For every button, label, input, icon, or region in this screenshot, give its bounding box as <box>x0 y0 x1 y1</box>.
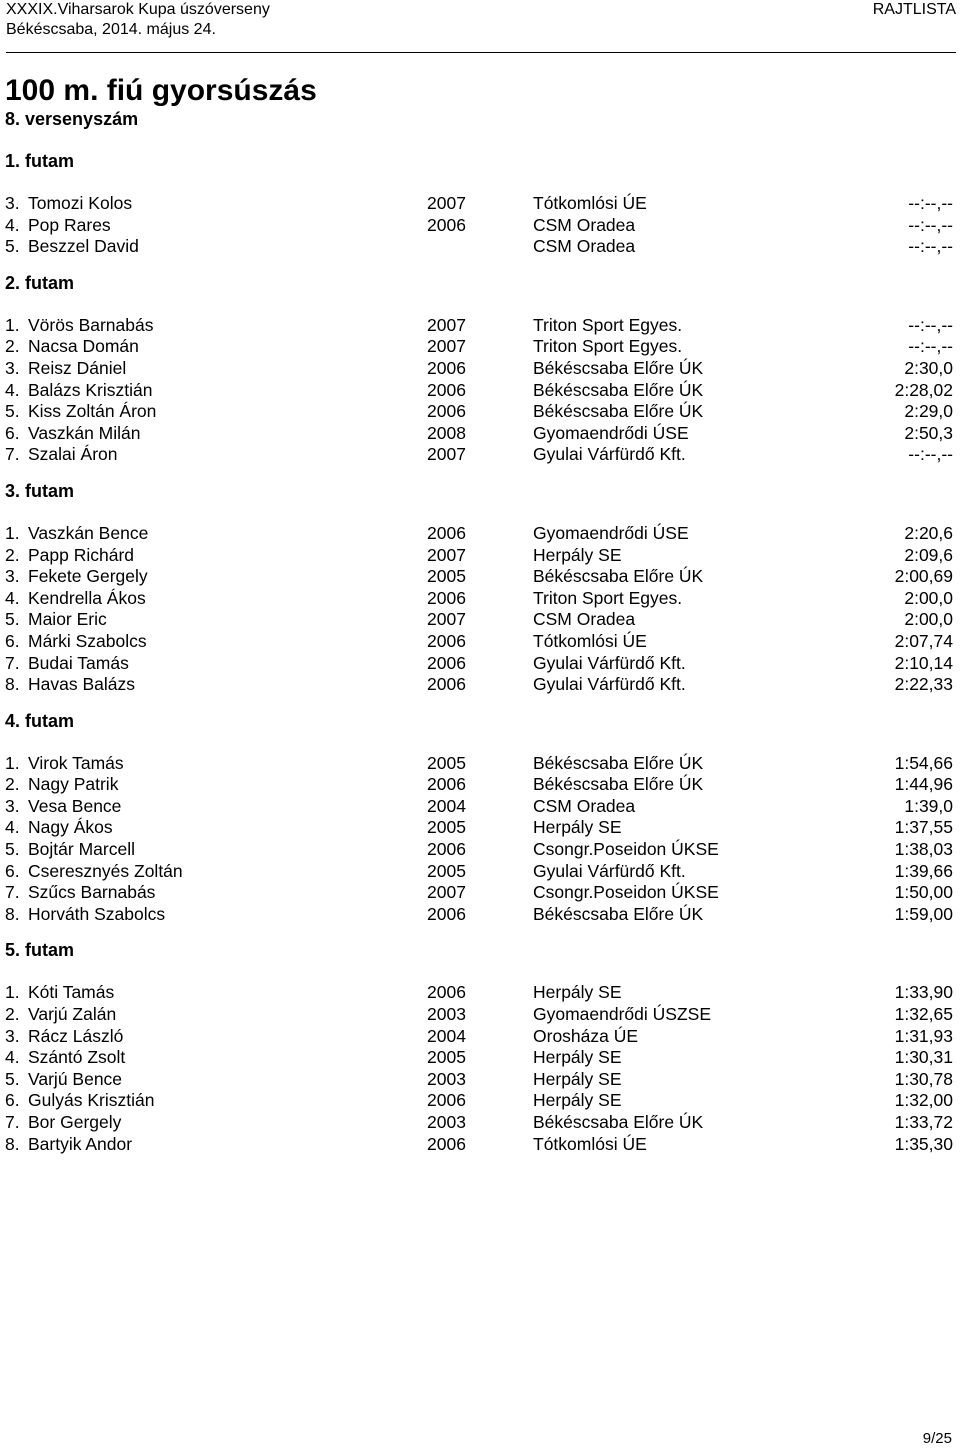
entry-time: 1:32,65 <box>894 1004 953 1025</box>
entry-year: 2006 <box>427 839 466 860</box>
competition-name: XXXIX.Viharsarok Kupa úszóverseny <box>6 1 270 18</box>
entry-row <box>5 236 955 258</box>
entry-club: Gyulai Várfürdő Kft. <box>533 652 686 673</box>
entry-rank: 4. <box>5 817 20 838</box>
entry-rank: 5. <box>5 401 20 422</box>
entry-rank: 3. <box>5 566 20 587</box>
entry-rank: 3. <box>5 1025 20 1046</box>
entry-year: 2006 <box>427 652 466 673</box>
heat-section <box>5 710 955 926</box>
entry-year: 2007 <box>427 609 466 630</box>
entry-time: 1:37,55 <box>894 817 953 838</box>
entry-rank: 8. <box>5 903 20 924</box>
entry-row <box>5 315 955 337</box>
entry-rank: 6. <box>5 860 20 881</box>
entry-club: Herpály SE <box>533 817 622 838</box>
heat-title: 4. futam <box>5 710 75 731</box>
entry-time: 2:20,6 <box>904 522 953 543</box>
entry-club: Gyomaendrődi ÚSE <box>533 422 689 443</box>
entry-time: 2:00,69 <box>894 566 953 587</box>
entry-name: Beszzel David <box>28 236 139 257</box>
heat-section <box>5 939 955 1155</box>
entry-club: Herpály SE <box>533 1090 622 1111</box>
entry-time: 1:39,0 <box>904 795 953 816</box>
entry-name: Kendrella Ákos <box>28 587 146 608</box>
entry-rank: 3. <box>5 193 20 213</box>
entry-rank: 6. <box>5 1090 20 1111</box>
entry-rank: 7. <box>5 652 20 673</box>
entry-row <box>5 401 955 423</box>
entry-row <box>5 193 955 215</box>
entry-row <box>5 1026 955 1048</box>
entry-rank: 4. <box>5 379 20 400</box>
heat-title: 3. futam <box>5 480 75 501</box>
entry-club: Gyomaendrődi ÚSZSE <box>533 1004 711 1025</box>
entry-rank: 2. <box>5 336 20 357</box>
entry-name: Virok Tamás <box>28 752 124 773</box>
entry-rank: 8. <box>5 674 20 695</box>
entry-row <box>5 444 955 466</box>
entry-club: Triton Sport Egyes. <box>533 336 683 357</box>
entry-row <box>5 588 955 610</box>
entry-name: Gulyás Krisztián <box>28 1090 155 1111</box>
entry-club: Békéscsaba Előre ÚK <box>533 357 704 378</box>
entry-year: 2005 <box>427 566 466 587</box>
entry-year: 2006 <box>427 903 466 924</box>
entry-club: Békéscsaba Előre ÚK <box>533 903 704 924</box>
entry-time: 2:30,0 <box>904 357 953 378</box>
entry-rank: 6. <box>5 630 20 651</box>
entry-rank: 5. <box>5 609 20 630</box>
entry-club: Gyulai Várfürdő Kft. <box>533 674 686 695</box>
entry-club: Tótkomlósi ÚE <box>533 1133 647 1154</box>
entry-row <box>5 1090 955 1112</box>
entry-year: 2005 <box>427 860 466 881</box>
entry-rank: 6. <box>5 422 20 443</box>
entry-row <box>5 861 955 883</box>
entry-club: Csongr.Poseidon ÚKSE <box>533 839 719 860</box>
entry-row <box>5 631 955 653</box>
entry-name: Rácz László <box>28 1025 124 1046</box>
entry-year: 2006 <box>427 674 466 695</box>
entry-club: Triton Sport Egyes. <box>533 314 683 335</box>
entry-row <box>5 753 955 775</box>
entry-rank: 8. <box>5 1133 20 1154</box>
entry-time: 2:00,0 <box>904 587 953 608</box>
entry-time: 1:33,90 <box>894 982 953 1003</box>
entry-row <box>5 523 955 545</box>
entry-time: 2:00,0 <box>904 609 953 630</box>
entry-club: Békéscsaba Előre ÚK <box>533 752 704 773</box>
entry-time: 1:50,00 <box>894 882 953 903</box>
entry-year: 2003 <box>427 1004 466 1025</box>
entry-club: Békéscsaba Előre ÚK <box>533 774 704 795</box>
entry-year: 2007 <box>427 882 466 903</box>
entry-name: Szalai Áron <box>28 444 118 465</box>
entry-club: Herpály SE <box>533 982 622 1003</box>
entry-rank: 4. <box>5 587 20 608</box>
entry-year: 2007 <box>427 444 466 465</box>
entry-rank: 5. <box>5 1068 20 1089</box>
entry-name: Bor Gergely <box>28 1112 122 1132</box>
entry-rank: 2. <box>5 1004 20 1025</box>
entry-name: Nagy Patrik <box>28 774 119 795</box>
entry-club: Békéscsaba Előre ÚK <box>533 1112 704 1132</box>
entry-time: 1:38,03 <box>894 839 953 860</box>
document-type: RAJTLISTA <box>872 1 956 18</box>
entry-name: Tomozi Kolos <box>28 193 133 213</box>
entry-rank: 7. <box>5 1112 20 1132</box>
entry-row <box>5 653 955 675</box>
entry-club: Békéscsaba Előre ÚK <box>533 379 704 400</box>
entry-year: 2006 <box>427 587 466 608</box>
entry-row <box>5 1112 955 1134</box>
entry-year: 2006 <box>427 774 466 795</box>
entry-club: Tótkomlósi ÚE <box>533 193 647 213</box>
entry-year: 2006 <box>427 522 466 543</box>
entry-name: Szántó Zsolt <box>28 1047 126 1068</box>
entry-time: --:--,-- <box>908 214 953 235</box>
entry-row <box>5 423 955 445</box>
entry-time: 2:10,14 <box>894 652 953 673</box>
entry-year: 2003 <box>427 1112 466 1132</box>
entry-club: CSM Oradea <box>533 609 636 630</box>
entry-time: 2:09,6 <box>904 544 953 565</box>
entry-club: Herpály SE <box>533 544 622 565</box>
entry-row <box>5 336 955 358</box>
entry-name: Cseresznyés Zoltán <box>28 860 183 881</box>
entry-name: Reisz Dániel <box>28 357 127 378</box>
entry-year: 2004 <box>427 1025 466 1046</box>
entry-name: Papp Richárd <box>28 544 135 565</box>
entry-year: 2007 <box>427 193 466 213</box>
entry-club: Triton Sport Egyes. <box>533 587 683 608</box>
entry-rank: 1. <box>5 522 20 543</box>
entry-row <box>5 609 955 631</box>
entry-row <box>5 1004 955 1026</box>
entry-rank: 7. <box>5 882 20 903</box>
entry-club: Békéscsaba Előre ÚK <box>533 401 704 422</box>
entry-club: Herpály SE <box>533 1047 622 1068</box>
entry-name: Kiss Zoltán Áron <box>28 401 157 422</box>
entry-year: 2006 <box>427 1133 466 1154</box>
entry-rank: 2. <box>5 774 20 795</box>
entry-name: Varjú Zalán <box>28 1004 117 1025</box>
entry-row <box>5 380 955 402</box>
entry-name: Pop Rares <box>28 214 111 235</box>
entry-club: Békéscsaba Előre ÚK <box>533 566 704 587</box>
entry-club: CSM Oradea <box>533 236 636 257</box>
entry-time: 2:29,0 <box>904 401 953 422</box>
entry-time: 1:31,93 <box>894 1025 953 1046</box>
entry-time: --:--,-- <box>908 193 953 213</box>
entry-row <box>5 1047 955 1069</box>
entry-year: 2006 <box>427 379 466 400</box>
entry-year: 2006 <box>427 982 466 1003</box>
entry-rank: 7. <box>5 444 20 465</box>
heat-section <box>5 480 955 696</box>
page-header <box>6 0 956 53</box>
entry-rank: 4. <box>5 214 20 235</box>
entry-name: Márki Szabolcs <box>28 630 147 651</box>
entry-time: 1:33,72 <box>894 1112 953 1132</box>
entry-time: 1:44,96 <box>894 774 953 795</box>
entry-time: 2:28,02 <box>894 379 953 400</box>
entry-name: Varjú Bence <box>28 1068 123 1089</box>
entry-name: Nacsa Domán <box>28 336 139 357</box>
entry-year: 2006 <box>427 1090 466 1111</box>
entry-year: 2005 <box>427 1047 466 1068</box>
entry-time: 2:50,3 <box>904 422 953 443</box>
entry-rank: 1. <box>5 982 20 1003</box>
entry-name: Maior Eric <box>28 609 107 630</box>
entry-club: Gyulai Várfürdő Kft. <box>533 444 686 465</box>
entry-rank: 3. <box>5 357 20 378</box>
entry-year: 2007 <box>427 314 466 335</box>
entry-row <box>5 566 955 588</box>
entry-name: Vesa Bence <box>28 795 122 816</box>
entry-name: Fekete Gergely <box>28 566 148 587</box>
entry-club: Csongr.Poseidon ÚKSE <box>533 882 719 903</box>
entry-club: Gyomaendrődi ÚSE <box>533 522 689 543</box>
entry-name: Vaszkán Milán <box>28 422 141 443</box>
entry-name: Nagy Ákos <box>28 817 113 838</box>
entry-name: Balázs Krisztián <box>28 379 153 400</box>
heat-title: 1. futam <box>5 151 75 171</box>
entry-row <box>5 882 955 904</box>
heats-list <box>5 150 955 1169</box>
header-left <box>6 0 270 40</box>
heat-title: 5. futam <box>5 940 75 961</box>
entry-name: Horváth Szabolcs <box>28 903 166 924</box>
entry-row <box>5 358 955 380</box>
entry-time: 1:32,00 <box>894 1090 953 1111</box>
entry-time: 1:39,66 <box>894 860 953 881</box>
page-number: 9/25 <box>922 1430 952 1447</box>
entry-time: --:--,-- <box>908 444 953 465</box>
entry-year: 2006 <box>427 630 466 651</box>
entry-name: Vörös Barnabás <box>28 314 154 335</box>
entry-year: 2007 <box>427 336 466 357</box>
entry-rank: 1. <box>5 314 20 335</box>
entry-year: 2006 <box>427 401 466 422</box>
entry-rank: 4. <box>5 1047 20 1068</box>
entry-year: 2005 <box>427 817 466 838</box>
entry-row <box>5 796 955 818</box>
entry-club: CSM Oradea <box>533 795 636 816</box>
entry-rank: 1. <box>5 752 20 773</box>
entry-row <box>5 839 955 861</box>
entry-club: Orosháza ÚE <box>533 1025 639 1046</box>
entry-row <box>5 1069 955 1091</box>
entry-year: 2005 <box>427 752 466 773</box>
entry-time: 1:30,31 <box>894 1047 953 1068</box>
entry-club: Gyulai Várfürdő Kft. <box>533 860 686 881</box>
event-title: 100 m. fiú gyorsúszás <box>5 74 317 107</box>
entry-rank: 3. <box>5 795 20 816</box>
entry-club: CSM Oradea <box>533 214 636 235</box>
entry-time: --:--,-- <box>908 336 953 357</box>
entry-row <box>5 1134 955 1156</box>
entry-name: Budai Tamás <box>28 652 129 673</box>
entry-row <box>5 215 955 237</box>
entry-time: 1:59,00 <box>894 903 953 924</box>
entry-year: 2003 <box>427 1068 466 1089</box>
entry-row <box>5 674 955 696</box>
entry-time: 1:35,30 <box>894 1133 953 1154</box>
event-number: 8. versenyszám <box>5 109 139 129</box>
entry-club: Herpály SE <box>533 1068 622 1089</box>
entry-name: Szűcs Barnabás <box>28 882 156 903</box>
entry-row <box>5 774 955 796</box>
entry-name: Bartyik Andor <box>28 1133 133 1154</box>
entry-name: Kóti Tamás <box>28 982 115 1003</box>
entry-club: Tótkomlósi ÚE <box>533 630 647 651</box>
entry-rank: 5. <box>5 839 20 860</box>
entry-year: 2006 <box>427 214 466 235</box>
location-date: Békéscsaba, 2014. május 24. <box>6 21 216 38</box>
entry-row <box>5 982 955 1004</box>
entry-time: 1:54,66 <box>894 752 953 773</box>
entry-time: 2:07,74 <box>894 630 953 651</box>
heat-title: 2. futam <box>5 272 75 293</box>
entry-year: 2007 <box>427 544 466 565</box>
entry-rank: 2. <box>5 544 20 565</box>
heat-section <box>5 272 955 466</box>
entry-name: Havas Balázs <box>28 674 135 695</box>
entry-name: Bojtár Marcell <box>28 839 135 860</box>
entry-row <box>5 545 955 567</box>
entry-year: 2008 <box>427 422 466 443</box>
entry-year: 2004 <box>427 795 466 816</box>
entry-time: --:--,-- <box>908 314 953 335</box>
heat-section <box>5 150 955 258</box>
entry-time: 1:30,78 <box>894 1068 953 1089</box>
entry-name: Vaszkán Bence <box>28 522 149 543</box>
entry-time: 2:22,33 <box>894 674 953 695</box>
entry-row <box>5 904 955 926</box>
entry-row <box>5 817 955 839</box>
entry-time: --:--,-- <box>908 236 953 257</box>
entry-rank: 5. <box>5 236 20 257</box>
entry-year: 2006 <box>427 357 466 378</box>
